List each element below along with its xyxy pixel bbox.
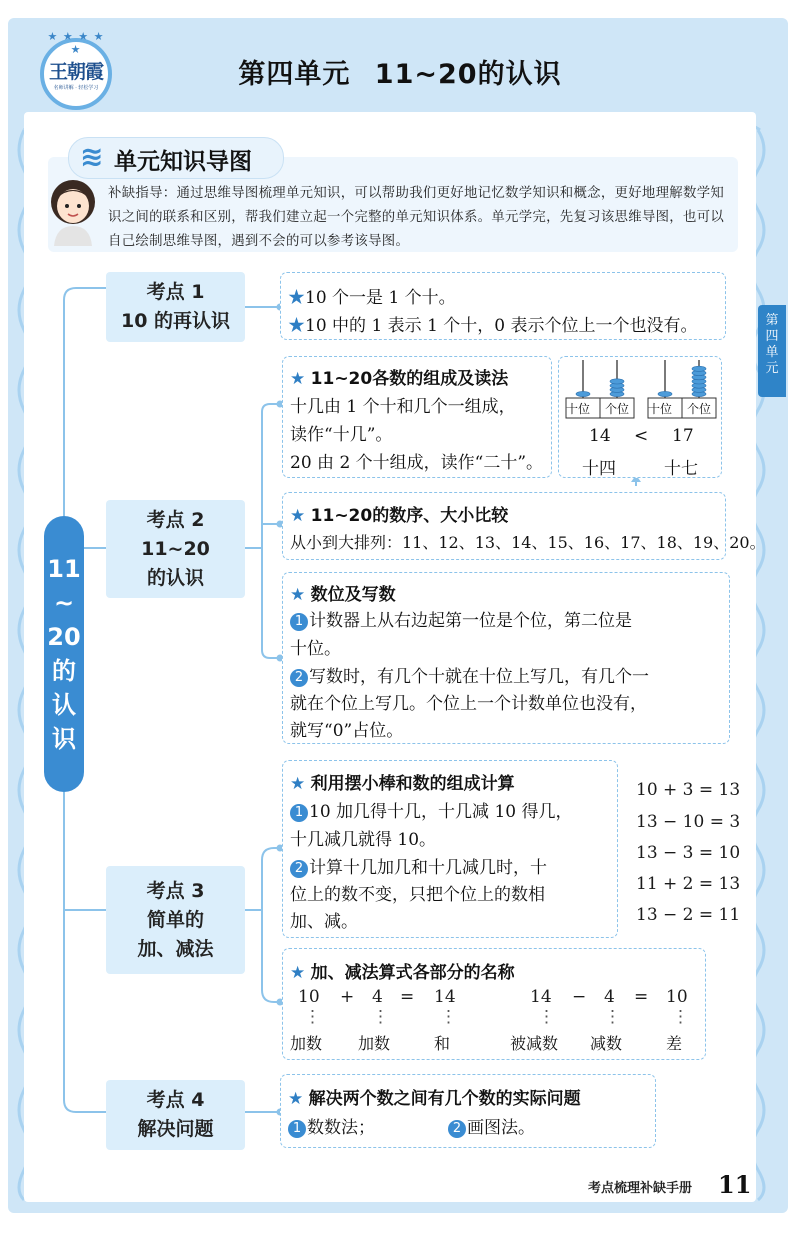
- star-icon: ★: [290, 585, 306, 605]
- abacus-ones-label: 个位: [605, 402, 630, 416]
- dots: ⋮: [440, 1007, 457, 1027]
- dots: ⋮: [538, 1007, 555, 1027]
- box3a-line: 十几减几就得 10。: [290, 830, 437, 850]
- example-equation: 13 − 2 = 11: [636, 905, 741, 925]
- box-title: ★ 11~20各数的组成及读法: [290, 369, 509, 389]
- topic-node-1: [106, 272, 245, 342]
- abacus-right-reading: 十七: [664, 459, 698, 479]
- dots: ⋮: [304, 1007, 321, 1027]
- abacus-tens-label: 十位: [566, 402, 591, 416]
- sum-value: 14: [434, 987, 456, 1007]
- topic-label: 解决问题: [137, 1118, 214, 1140]
- box3a-line: 位上的数不变，只把个位上的数相: [290, 885, 545, 905]
- equals-sign: =: [400, 987, 415, 1007]
- box2c-line: 就写“0”占位。: [290, 721, 404, 741]
- box2b-line: 从小到大排列：11、12、13、14、15、16、17、18、19、20。: [290, 533, 766, 552]
- box2c-line: 十位。: [290, 639, 341, 659]
- side-tab-char: 元: [765, 361, 779, 376]
- box-title: ★ 数位及写数: [290, 585, 396, 605]
- logo-name: 王朝霞: [48, 61, 103, 83]
- footer-label: 考点梳理补缺手册: [588, 1181, 693, 1196]
- topic-label: 考点 4: [146, 1089, 205, 1111]
- number-badge-icon: 1: [290, 804, 308, 822]
- box2c-line: 就在个位上写几。个位上一个计数单位也没有，: [290, 694, 647, 714]
- addend-name: 加数: [358, 1034, 391, 1053]
- abacus-bead: [610, 379, 624, 384]
- abacus-left-value: 14: [589, 426, 611, 446]
- dots: ⋮: [372, 1007, 389, 1027]
- abacus-left-reading: 十四: [582, 459, 616, 479]
- star-icon: ★: [290, 963, 306, 983]
- subtrahend-name: 减数: [590, 1034, 623, 1053]
- root-char: ~: [53, 589, 75, 617]
- box3a-line: 加、减。: [290, 912, 358, 932]
- wave-lines-icon: ≋: [80, 140, 104, 173]
- example-equation: 11 + 2 = 13: [636, 874, 741, 894]
- difference-value: 10: [666, 987, 688, 1007]
- side-tab-char: 第: [765, 313, 779, 328]
- topic-label: 10 的再认识: [120, 310, 231, 332]
- box2a-line: 读作“十几”。: [290, 425, 393, 445]
- star-icon: ★: [290, 774, 306, 794]
- number-badge-icon: 1: [288, 1120, 306, 1138]
- root-char: 识: [52, 725, 76, 753]
- dots: ⋮: [604, 1007, 621, 1027]
- topic-label: 的认识: [146, 566, 204, 589]
- box-title: ★ 11~20的数序、大小比较: [290, 506, 509, 526]
- topic-label: 考点 1: [146, 281, 205, 303]
- method-1: 1 数数法；: [288, 1113, 375, 1138]
- box3a-line: 2 计算十几加几和十几减几时，十: [290, 853, 547, 878]
- addend-value: 10: [298, 987, 320, 1007]
- addend-value: 4: [372, 987, 383, 1007]
- topic-label: 简单的: [146, 908, 204, 931]
- minuend-name: 被减数: [510, 1034, 559, 1053]
- box2a-line: 20 由 2 个十组成，读作“二十”。: [290, 453, 544, 473]
- number-badge-icon: 2: [448, 1120, 466, 1138]
- number-badge-icon: 2: [290, 669, 308, 687]
- box-title: ★ 利用摆小棒和数的组成计算: [290, 774, 515, 794]
- number-badge-icon: 1: [290, 613, 308, 631]
- star-icon: ★: [290, 369, 306, 389]
- tip-text: 补缺指导：通过思维导图梳理单元知识，可以帮助我们更好地记忆数学知识和概念，更好地理解数学知识之间的联系和区别，帮我们建立起一个完整的单元知识体系。单元学完，先复习该思维导图，也可以自己绘制思维导图，遇到不会的可以参考该导图。: [108, 186, 725, 249]
- box3a-line: 1 10 加几得十几，十几减 10 得几，: [290, 797, 572, 822]
- number-badge-icon: 2: [290, 860, 308, 878]
- abacus-bead: [576, 391, 590, 396]
- example-equation: 13 − 10 = 3: [636, 812, 741, 832]
- difference-name: 差: [666, 1034, 683, 1053]
- topic-node-2: [106, 500, 245, 598]
- abacus-bead: [658, 391, 672, 396]
- topic-label: 加、减法: [137, 937, 214, 960]
- box2a-line: 十几由 1 个十和几个一组成，: [290, 397, 516, 417]
- abacus-tens-label: 十位: [648, 402, 673, 416]
- abacus-bead: [692, 366, 706, 371]
- method-2: 2 画图法。: [448, 1113, 535, 1138]
- box-title: ★ 加、减法算式各部分的名称: [290, 963, 515, 983]
- root-char: 11: [47, 555, 81, 583]
- root-char: 20: [47, 623, 81, 651]
- subtrahend-value: 4: [604, 987, 615, 1007]
- topic-label: 考点 3: [146, 879, 205, 902]
- topic-label: 11~20: [141, 537, 210, 560]
- root-char: 的: [52, 657, 76, 685]
- page-number: 11: [718, 1170, 752, 1199]
- box1-line: ★10 中的 1 表示 1 个十，0 表示个位上一个也没有。: [288, 316, 698, 336]
- abacus-compare: <: [634, 426, 649, 446]
- topic-label: 考点 2: [146, 508, 205, 531]
- star-icon: ★: [290, 506, 306, 526]
- page-title: 第四单元 11~20的认识: [238, 59, 562, 90]
- side-tab-char: 四: [765, 329, 779, 344]
- sum-name: 和: [434, 1034, 451, 1053]
- logo-tagline: 名师讲解 · 轻松学习: [53, 85, 99, 91]
- box-title: ★ 解决两个数之间有几个数的实际问题: [288, 1089, 581, 1109]
- equals-sign: =: [634, 987, 649, 1007]
- addend-name: 加数: [290, 1034, 323, 1053]
- example-equation: 10 + 3 = 13: [636, 780, 741, 800]
- star-icon: ★: [288, 288, 305, 308]
- minuend-value: 14: [530, 987, 552, 1007]
- plus-sign: +: [340, 987, 355, 1007]
- box1-line: ★10 个一是 1 个十。: [288, 288, 456, 308]
- topic-node-4: [106, 1080, 245, 1150]
- side-tab-char: 单: [765, 345, 779, 360]
- mind-map-root: [44, 516, 84, 792]
- minus-sign: −: [572, 987, 587, 1007]
- example-equation: 13 − 3 = 10: [636, 843, 741, 863]
- box2c-line: 2 写数时，有几个十就在十位上写几，有几个一: [290, 662, 649, 687]
- dots: ⋮: [672, 1007, 689, 1027]
- star-icon: ★: [288, 316, 305, 336]
- abacus-ones-label: 个位: [687, 402, 712, 416]
- box2c-line: 1 计数器上从右边起第一位是个位，第二位是: [290, 606, 632, 631]
- star-icon: ★: [288, 1089, 304, 1109]
- root-char: 认: [52, 691, 76, 719]
- topic-node-3: [106, 866, 245, 974]
- section-title: 单元知识导图: [114, 149, 252, 175]
- abacus-right-value: 17: [672, 426, 694, 446]
- star-icon: ★ ★ ★ ★ ★: [47, 30, 105, 56]
